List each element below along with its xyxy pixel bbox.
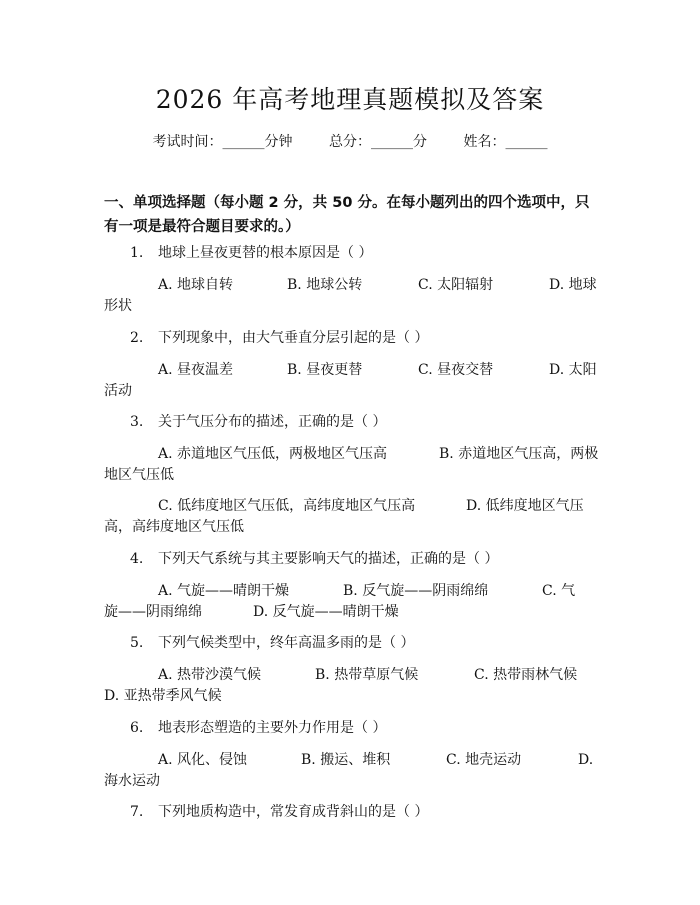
option-c-wrap: 旋——阴雨绵绵 bbox=[104, 604, 202, 620]
question-text: 下列气候类型中，终年高温多雨的是（ ） bbox=[158, 635, 415, 651]
exam-info bbox=[0, 131, 700, 151]
question-text: 地球上昼夜更替的根本原因是（ ） bbox=[158, 245, 373, 261]
student-name: 姓名：______ bbox=[463, 134, 548, 150]
question-4 bbox=[130, 550, 498, 568]
option-c: C. 地壳运动 bbox=[446, 752, 522, 768]
question-1 bbox=[130, 244, 372, 262]
page-title: 2026 年高考地理真题模拟及答案 bbox=[155, 85, 545, 114]
option-d-wrap: 高，高纬度地区气压低 bbox=[104, 519, 244, 535]
question-number: 5. bbox=[130, 635, 144, 651]
option-a: A. 昼夜温差 bbox=[158, 362, 234, 378]
question-5 bbox=[130, 634, 414, 652]
question-text: 关于气压分布的描述，正确的是（ ） bbox=[158, 414, 387, 430]
question-7 bbox=[130, 803, 428, 821]
question-number: 4. bbox=[130, 551, 144, 567]
option-d: D. 亚热带季风气候 bbox=[104, 688, 222, 704]
question-text: 下列现象中，由大气垂直分层引起的是（ ） bbox=[158, 330, 429, 346]
question-number: 2. bbox=[130, 330, 144, 346]
option-c: C. 气 bbox=[542, 583, 576, 599]
option-d-wrap: 活动 bbox=[104, 383, 132, 399]
question-number: 7. bbox=[130, 804, 144, 820]
option-c: C. 太阳辐射 bbox=[418, 277, 494, 293]
question-number: 3. bbox=[130, 414, 144, 430]
option-d: D. 低纬度地区气压 bbox=[466, 498, 584, 514]
option-a: A. 地球自转 bbox=[158, 277, 234, 293]
option-a: A. 风化、侵蚀 bbox=[158, 752, 248, 768]
question-text: 下列地质构造中，常发育成背斜山的是（ ） bbox=[158, 804, 429, 820]
option-b-wrap: 地区气压低 bbox=[104, 467, 174, 483]
option-b: B. 地球公转 bbox=[287, 277, 363, 293]
option-d: D. 反气旋——晴朗干燥 bbox=[253, 604, 399, 620]
option-c: C. 低纬度地区气压低，高纬度地区气压高 bbox=[158, 498, 416, 514]
option-d: D. 太阳 bbox=[549, 362, 597, 378]
option-b: B. 昼夜更替 bbox=[287, 362, 363, 378]
question-6 bbox=[130, 719, 386, 737]
exam-score: 总分：______分 bbox=[329, 134, 427, 150]
question-number: 1. bbox=[130, 245, 144, 261]
question-text: 地表形态塑造的主要外力作用是（ ） bbox=[158, 720, 387, 736]
option-d-wrap: 形状 bbox=[104, 298, 132, 314]
option-a: A. 气旋——晴朗干燥 bbox=[158, 583, 290, 599]
exam-time: 考试时间：______分钟 bbox=[152, 134, 293, 150]
option-b: B. 搬运、堆积 bbox=[301, 752, 391, 768]
option-b: B. 反气旋——阴雨绵绵 bbox=[343, 583, 489, 599]
option-d: D. 地球 bbox=[549, 277, 597, 293]
option-d-wrap: 海水运动 bbox=[104, 773, 160, 789]
question-3 bbox=[130, 413, 386, 431]
question-text: 下列天气系统与其主要影响天气的描述，正确的是（ ） bbox=[158, 551, 499, 567]
section-heading: 一、单项选择题（每小题 2 分，共 50 分。在每小题列出的四个选项中，只有一项是最符合题目要求的。） bbox=[104, 195, 590, 235]
option-b: B. 热带草原气候 bbox=[315, 667, 419, 683]
option-a: A. 赤道地区气压低，两极地区气压高 bbox=[158, 446, 388, 462]
option-b: B. 赤道地区气压高，两极 bbox=[439, 446, 599, 462]
option-a: A. 热带沙漠气候 bbox=[158, 667, 262, 683]
question-2 bbox=[130, 329, 428, 347]
option-d: D. bbox=[578, 752, 594, 768]
option-c: C. 昼夜交替 bbox=[418, 362, 494, 378]
question-number: 6. bbox=[130, 720, 144, 736]
option-c: C. 热带雨林气候 bbox=[474, 667, 578, 683]
